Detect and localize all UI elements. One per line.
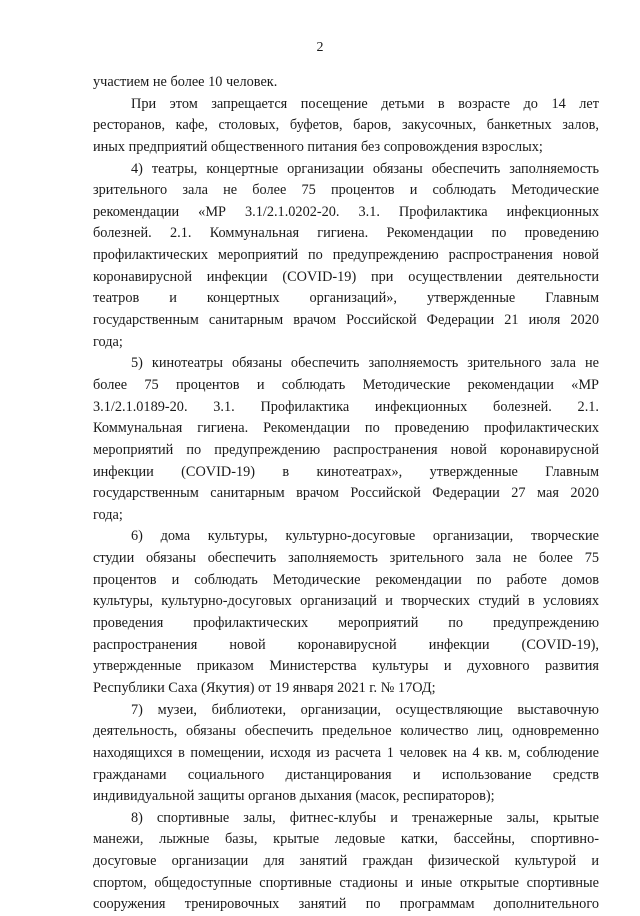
text-line: рекомендации «МР 3.1/2.1.0202-20. 3.1. Профилактика инфекционных <box>93 203 599 220</box>
text-line: деятельность, обязаны обеспечить предельное количество лиц, одновременно <box>93 723 599 740</box>
text-line: 3.1/2.1.0189-20. 3.1. Профилактика инфекционных болезней. 2.1. <box>93 398 599 415</box>
text-line: болезней. 2.1. Коммунальная гигиена. Рекомендации по проведению <box>93 225 599 242</box>
text-line: театров и концертных организаций», утвержденные Главным <box>93 290 599 307</box>
text-line: проведения профилактических мероприятий по предупреждению <box>93 615 599 632</box>
text-line: спортом, общедоступные спортивные стадионы и иные открытые спортивные <box>93 874 599 891</box>
text-line: профилактических мероприятий по предупреждению распространения новой <box>93 247 599 264</box>
text-line: 4) театры, концертные организации обязаны обеспечить заполняемость <box>131 160 599 177</box>
text-line: процентов и соблюдать Методические рекомендации по работе домов <box>93 571 599 588</box>
document-body <box>93 72 599 916</box>
text-line: 5) кинотеатры обязаны обеспечить заполняемость зрительного зала не <box>131 355 599 372</box>
text-line: ресторанов, кафе, столовых, буфетов, баров, закусочных, банкетных залов, <box>93 117 599 134</box>
text-line: культуры, культурно-досуговых организаций и творческих студий в условиях <box>93 593 599 610</box>
text-line: 7) музеи, библиотеки, организации, осуществляющие выставочную <box>131 701 599 718</box>
page-number: 2 <box>316 40 324 55</box>
text-line: досуговые организации для занятий граждан физической культурой и <box>93 853 599 870</box>
text-line: утвержденные приказом Министерства культуры и духовного развития <box>93 658 599 675</box>
text-line: иных предприятий общественного питания без сопровождения взрослых; <box>93 138 543 155</box>
text-line: Республики Саха (Якутия) от 19 января 2021 г. № 17ОД; <box>93 679 436 696</box>
text-line: государственным санитарным врачом Российской Федерации 21 июля 2020 <box>93 312 599 329</box>
text-line: мероприятий по предупреждению распространения новой коронавирусной <box>93 441 599 458</box>
text-line: гражданами социального дистанцирования и использование средств <box>93 766 599 783</box>
text-line: зрительного зала не более 75 процентов и соблюдать Методические <box>93 182 599 199</box>
text-line: более 75 процентов и соблюдать Методические рекомендации «МР <box>93 376 599 393</box>
text-line: индивидуальной защиты органов дыхания (масок, респираторов); <box>93 788 495 805</box>
text-line: манежи, лыжные базы, крытые ледовые катки, бассейны, спортивно- <box>93 831 599 848</box>
text-line: 6) дома культуры, культурно-досуговые организации, творческие <box>131 528 599 545</box>
text-line: государственным санитарным врачом Российской Федерации 27 мая 2020 <box>93 485 599 502</box>
text-line: года; <box>93 506 123 523</box>
text-line: распространения новой коронавирусной инфекции (COVID-19), <box>93 636 599 653</box>
text-line: студии обязаны обеспечить заполняемость зрительного зала не более 75 <box>93 550 599 567</box>
text-line: инфекции (COVID-19) в кинотеатрах», утвержденные Главным <box>93 463 599 480</box>
text-line: Коммунальная гигиена. Рекомендации по проведению профилактических <box>93 420 599 437</box>
text-line: При этом запрещается посещение детьми в возрасте до 14 лет <box>131 95 599 112</box>
text-line: коронавирусной инфекции (COVID-19) при осуществлении деятельности <box>93 268 599 285</box>
text-line: сооружения тренировочных занятий по программам дополнительного <box>93 896 599 913</box>
text-line: 8) спортивные залы, фитнес-клубы и тренажерные залы, крытые <box>131 809 599 826</box>
text-line: года; <box>93 333 123 350</box>
text-line: находящихся в помещении, исходя из расчета 1 человек на 4 кв. м, соблюдение <box>93 744 599 761</box>
text-line: участием не более 10 человек. <box>93 74 278 90</box>
